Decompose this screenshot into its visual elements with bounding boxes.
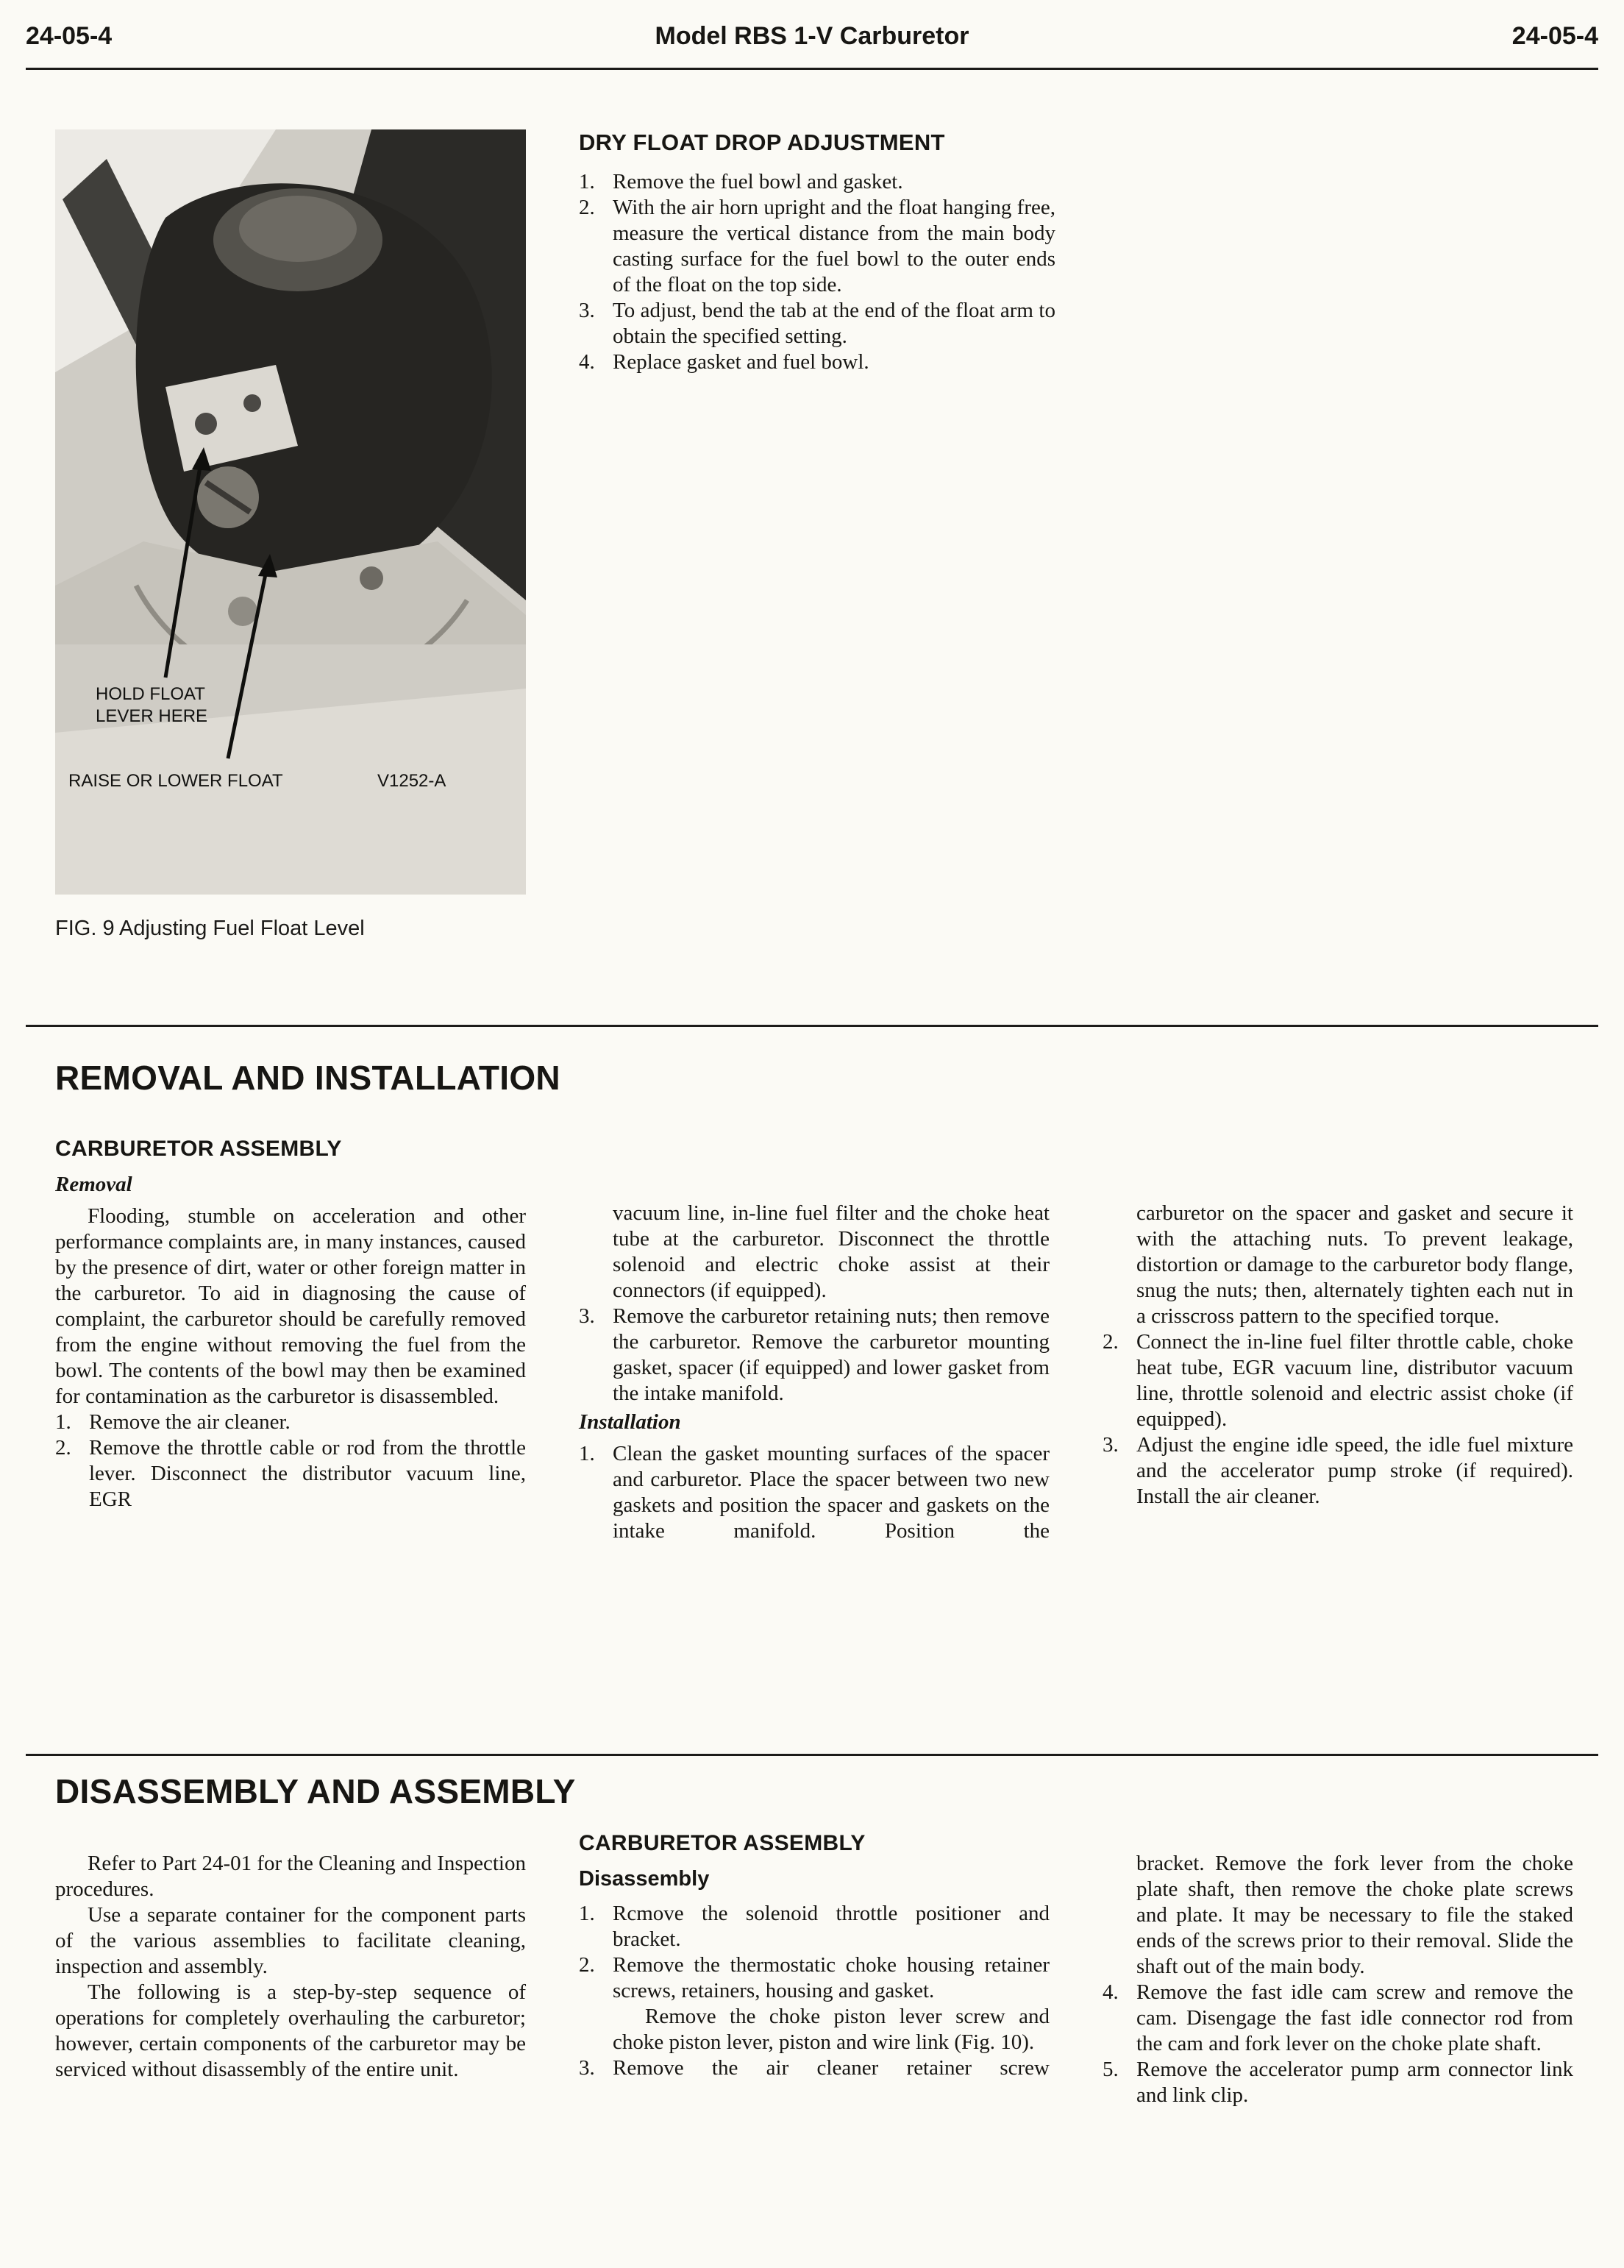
list-item <box>579 349 1055 375</box>
item-text: Remove the accelerator pump arm connector link and link clip. <box>1136 2058 1573 2107</box>
three-column-text <box>0 1830 1624 2108</box>
item-number: 2. <box>579 1953 595 1977</box>
paragraph: The following is a step-by-step sequence of operations for completely overhauling the carburetor; however, certain components of the carburetor may be serviced without disassembly of the entire unit. <box>55 1980 526 2081</box>
item-number: 2. <box>55 1436 71 1460</box>
item-text: To adjust, bend the tab at the end of the float arm to obtain the specified setting. <box>613 299 1055 348</box>
removal-label: Removal <box>55 1173 132 1196</box>
section-title: REMOVAL AND INSTALLATION <box>55 1059 560 1097</box>
item-text: Adjust the engine idle speed, the idle fuel mixture and the accelerator pump stroke (if required). Install the air cleaner. <box>1136 1433 1573 1508</box>
removal-intro-paragraph: Flooding, stumble on acceleration and other performance complaints are, in many instances, caused by the presence of dirt, water or other foreign matter in the carburetor. To aid in diagnosing the cause of complaint, the carburetor should be carefully removed from the engine without removing the fuel from the bowl. The contents of the bowl may then be examined for contamination as the carburetor is disassembled. <box>55 1204 526 1408</box>
label-raise-or-lower-float: RAISE OR LOWER FLOAT <box>68 771 283 791</box>
column-2 <box>579 1136 1050 1544</box>
list-item <box>579 1304 1050 1407</box>
item-text: Clean the gasket mounting surfaces of the spacer and carburetor. Place the spacer between two new gaskets and position the spacer and gaskets on the intake manifold. Position the <box>613 1442 1050 1543</box>
list-item <box>579 195 1055 298</box>
list-item <box>579 2055 1050 2081</box>
continuation-paragraph: carburetor on the spacer and gasket and secure it with the attaching nuts. To prevent leakage, distortion or damage to the carburetor body flange, snug the nuts; then, alternately tighten each nut in a crisscross pattern to the specified torque. <box>1136 1201 1573 1328</box>
item-text-paragraph: Remove the thermostatic choke housing retainer screws, retainers, housing and gasket. <box>613 1953 1050 2002</box>
column-2 <box>579 1830 1050 2108</box>
item-text: Remove the air cleaner. <box>89 1410 291 1434</box>
item-number: 4. <box>579 350 595 374</box>
page-title: Model RBS 1-V Carburetor <box>655 22 969 50</box>
list-item <box>579 1952 1050 2055</box>
item-number: 5. <box>1103 2058 1119 2081</box>
item-text: Rcmove the solenoid throttle positioner and bracket. <box>613 1902 1050 1951</box>
list-item <box>1103 1980 1573 2057</box>
column-3 <box>1103 1830 1573 2108</box>
header-rule <box>26 68 1598 70</box>
item-text-paragraph: Remove the choke piston lever screw and choke piston lever, piston and wire link (Fig. 10). <box>613 2005 1050 2054</box>
list-item <box>55 1409 526 1435</box>
item-number: 3. <box>579 299 595 322</box>
item-number: 2. <box>579 196 595 219</box>
disassembly-and-assembly-section <box>0 1774 1624 2108</box>
item-text: Remove the carburetor retaining nuts; then remove the carburetor. Remove the carburetor mounting gasket, spacer (if equipped) and lower gasket from the intake manifold. <box>613 1304 1050 1405</box>
item-text <box>613 1952 1050 2055</box>
section-rule <box>26 1754 1598 1756</box>
label-hold-float-line2: LEVER HERE <box>96 706 208 726</box>
list-item <box>55 1435 526 1512</box>
continuation-paragraph: vacuum line, in-line fuel filter and the choke heat tube at the carburetor. Disconnect the throttle solenoid and electric choke assist at their connectors (if equipped). <box>613 1201 1050 1302</box>
list-item <box>579 1901 1050 1952</box>
page-number-left: 24-05-4 <box>26 22 113 50</box>
disassembly-label: Disassembly <box>579 1867 710 1891</box>
carburetor-assembly-subheading: CARBURETOR ASSEMBLY <box>55 1137 342 1161</box>
dry-float-title: DRY FLOAT DROP ADJUSTMENT <box>579 129 945 155</box>
column-1 <box>55 1830 526 2108</box>
continuation-paragraph: bracket. Remove the fork lever from the choke plate shaft, then remove the choke plate screws and plate. It may be necessary to file the staked ends of the screws prior to their removal. Slide the shaft out of the main body. <box>1136 1852 1573 1978</box>
figure-caption: FIG. 9 Adjusting Fuel Float Level <box>55 917 365 940</box>
column-1 <box>55 1136 526 1544</box>
item-text: Connect the in-line fuel filter throttle cable, choke heat tube, EGR vacuum line, distributor vacuum line, throttle solenoid and electric assist choke (if equipped). <box>1136 1330 1573 1431</box>
carburetor-assembly-subheading: CARBURETOR ASSEMBLY <box>579 1831 866 1855</box>
item-number: 3. <box>579 2056 595 2080</box>
list-item <box>579 169 1055 195</box>
item-number: 2. <box>1103 1330 1119 1354</box>
carburetor-photo <box>55 129 526 895</box>
paragraph: Use a separate container for the component parts of the various assemblies to facilitate cleaning, inspection and assembly. <box>55 1903 526 1978</box>
item-number: 4. <box>1103 1980 1119 2004</box>
paragraph: Refer to Part 24-01 for the Cleaning and Inspection procedures. <box>55 1852 526 1901</box>
list-item <box>579 298 1055 349</box>
figure-9 <box>55 129 526 941</box>
item-text: With the air horn upright and the float hanging free, measure the vertical distance from the main body casting surface for the fuel bowl to the outer ends of the float on the top side. <box>613 196 1055 296</box>
item-number: 1. <box>55 1410 71 1434</box>
item-text: Remove the throttle cable or rod from the throttle lever. Disconnect the distributor vacuum line, EGR <box>89 1436 526 1511</box>
list-item <box>579 1441 1050 1544</box>
item-number: 1. <box>579 1442 595 1465</box>
installation-label: Installation <box>579 1410 681 1434</box>
item-number: 3. <box>579 1304 595 1328</box>
item-text: Remove the fuel bowl and gasket. <box>613 170 903 193</box>
column-3 <box>1103 1136 1573 1544</box>
section-title: DISASSEMBLY AND ASSEMBLY <box>55 1772 576 1810</box>
item-text: Remove the air cleaner retainer screw <box>613 2056 1050 2080</box>
three-column-text <box>0 1136 1624 1544</box>
item-text: Remove the fast idle cam screw and remove the cam. Disengage the fast idle connector rod from the cam and fork lever on the choke plate shaft. <box>1136 1980 1573 2055</box>
dry-float-drop-adjustment-section <box>579 129 1055 375</box>
item-number: 1. <box>579 170 595 193</box>
list-item <box>1103 2057 1573 2108</box>
label-photo-code: V1252-A <box>377 771 446 791</box>
page-number-right: 24-05-4 <box>1511 22 1598 50</box>
item-number: 3. <box>1103 1433 1119 1457</box>
label-hold-float-line1: HOLD FLOAT <box>96 684 205 704</box>
item-number: 1. <box>579 1902 595 1925</box>
section-rule <box>26 1025 1598 1027</box>
page-header <box>26 22 1598 51</box>
list-item <box>1103 1432 1573 1510</box>
list-item <box>1103 1329 1573 1432</box>
removal-and-installation-section <box>0 1061 1624 1544</box>
item-text: Replace gasket and fuel bowl. <box>613 350 869 374</box>
